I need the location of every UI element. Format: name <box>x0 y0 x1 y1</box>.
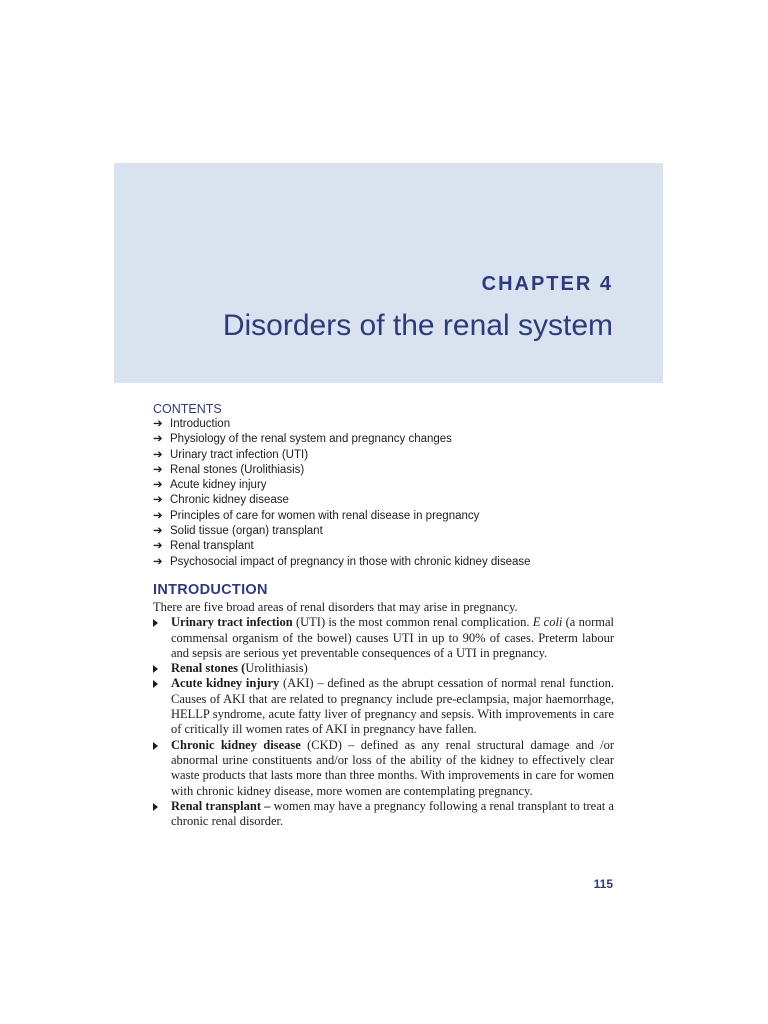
contents-item: ➔ Solid tissue (organ) transplant <box>153 524 623 539</box>
introduction-bullets <box>153 615 614 829</box>
bullet-item: Urinary tract infection (UTI) is the most common renal complication. E coli (a normal commensal organism of the bowel) causes UTI in up to 90% of cases. Preterm labour and sepsis are serious yet preventable consequences of a UTI in pregnancy. <box>153 615 614 661</box>
triangle-bullet-icon <box>153 680 158 688</box>
triangle-bullet-icon <box>153 665 158 673</box>
contents-item: ➔ Renal transplant <box>153 539 623 554</box>
introduction-lead: There are five broad areas of renal disorders that may arise in pregnancy. <box>153 600 518 614</box>
contents-item: ➔ Physiology of the renal system and pregnancy changes <box>153 432 623 447</box>
introduction-heading: INTRODUCTION <box>153 582 268 598</box>
chapter-banner <box>114 163 663 383</box>
contents-item: ➔ Principles of care for women with renal disease in pregnancy <box>153 509 623 524</box>
contents-item: ➔ Introduction <box>153 417 623 432</box>
contents-item: ➔ Renal stones (Urolithiasis) <box>153 463 623 478</box>
contents-item: ➔ Psychosocial impact of pregnancy in those with chronic kidney disease <box>153 555 623 570</box>
triangle-bullet-icon <box>153 619 158 627</box>
arrow-icon: ➔ <box>153 463 163 476</box>
bullet-item: Chronic kidney disease (CKD) – defined as any renal structural damage and /or abnormal urine constituents and/or loss of the ability of the kidney to effectively clear waste products that lasts more than three months. With improvements in care for women with chronic kidney disease, more women are contemplating pregnancy. <box>153 738 614 799</box>
contents-section <box>153 401 623 570</box>
arrow-icon: ➔ <box>153 448 163 461</box>
bullet-item: Renal stones (Urolithiasis) <box>153 661 614 676</box>
bullet-item: Renal transplant – women may have a pregnancy following a renal transplant to treat a chronic renal disorder. <box>153 799 614 830</box>
chapter-label: CHAPTER 4 <box>481 273 613 295</box>
contents-item: ➔ Urinary tract infection (UTI) <box>153 448 623 463</box>
arrow-icon: ➔ <box>153 540 163 553</box>
contents-item: ➔ Acute kidney injury <box>153 478 623 493</box>
bullet-item: Acute kidney injury (AKI) – defined as the abrupt cessation of normal renal function. Causes of AKI that are related to pregnancy include pre-eclampsia, major haemorrhage, HELLP syndrome, acute fatty liver of pregnancy and sepsis. With improvements in care of critically ill women rates of AKI in pregnancy have fallen. <box>153 676 614 737</box>
triangle-bullet-icon <box>153 742 158 750</box>
arrow-icon: ➔ <box>153 418 163 430</box>
arrow-icon: ➔ <box>153 509 163 522</box>
page-number: 115 <box>593 877 613 891</box>
arrow-icon: ➔ <box>153 555 163 568</box>
contents-heading: CONTENTS <box>153 402 222 416</box>
arrow-icon: ➔ <box>153 479 163 492</box>
contents-list <box>153 417 623 570</box>
arrow-icon: ➔ <box>153 494 163 507</box>
chapter-title: Disorders of the renal system <box>222 309 613 342</box>
arrow-icon: ➔ <box>153 433 163 446</box>
triangle-bullet-icon <box>153 803 158 811</box>
introduction-section <box>153 582 614 829</box>
arrow-icon: ➔ <box>153 525 163 538</box>
contents-item: ➔ Chronic kidney disease <box>153 493 623 508</box>
